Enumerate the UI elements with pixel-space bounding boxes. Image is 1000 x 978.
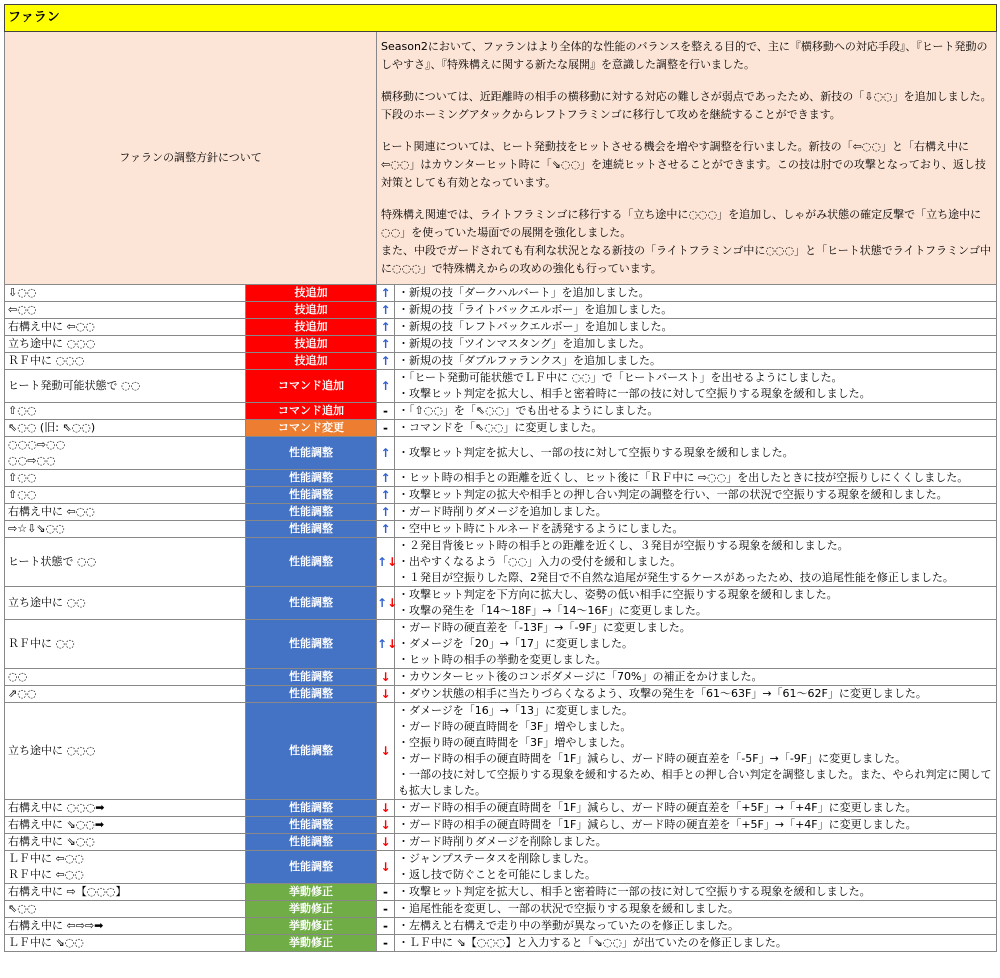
buff-arrow-icon: ↑ — [380, 379, 391, 393]
description-line: ・ダウン状態の相手に当たりづらくなるよう、攻撃の発生を「61～63F」→「61～62F」に変更しました。 — [398, 687, 927, 700]
description-line: ・ヒット時の相手との距離を近くし、ヒット後に「ＲＦ中に ⇨◌◌」を出したときに技が空振りしにくくしました。 — [398, 471, 969, 484]
category-badge: 技追加 — [246, 353, 377, 370]
category-badge: 性能調整 — [246, 817, 377, 834]
description-cell — [395, 353, 997, 370]
command-cell — [5, 686, 246, 703]
nerf-arrow-icon: ↓ — [387, 555, 398, 569]
command-cell — [5, 538, 246, 587]
change-row — [5, 817, 997, 834]
title-row — [5, 5, 997, 32]
change-row — [5, 319, 997, 336]
category-badge: 性能調整 — [246, 669, 377, 686]
command-cell — [5, 620, 246, 669]
command-cell — [5, 403, 246, 420]
description-line: ・ダメージを「20」→「17」に変更しました。 — [398, 637, 633, 650]
command-cell — [5, 370, 246, 403]
description-line: ・空中ヒット時にトルネードを誘発するようにしました。 — [398, 522, 684, 535]
description-cell — [395, 817, 997, 834]
description-cell — [395, 487, 997, 504]
description-cell — [395, 470, 997, 487]
command-text: ヒート状態で ◌◌ — [8, 555, 97, 568]
buff-arrow-icon: ↑ — [380, 488, 391, 502]
command-text: ⇩◌◌ — [8, 286, 37, 299]
direction-cell — [377, 420, 395, 437]
description-cell — [395, 302, 997, 319]
description-line: ・「ヒート発動可能状態でＬＦ中に ◌◌」で「ヒートバースト」を出せるようにしました。 — [398, 371, 843, 384]
command-text: ◌◌ — [8, 670, 28, 683]
direction-cell — [377, 834, 395, 851]
direction-cell — [377, 504, 395, 521]
buff-arrow-icon: ↑ — [380, 471, 391, 485]
direction-cell — [377, 901, 395, 918]
category-badge: 技追加 — [246, 285, 377, 302]
command-text: ＬＦ中に ⇘◌◌ — [8, 936, 84, 949]
command-text: ＬＦ中に ⇦◌◌ — [8, 852, 84, 865]
description-cell — [395, 587, 997, 620]
description-line: ・左構えと右構えで走り中の挙動が異なっていたのを修正しました。 — [398, 919, 739, 932]
character-title: ファラン — [5, 5, 997, 32]
direction-cell — [377, 353, 395, 370]
command-text: ⇖◌◌ — [8, 902, 37, 915]
change-row — [5, 538, 997, 587]
change-row — [5, 403, 997, 420]
direction-cell — [377, 285, 395, 302]
no-change-dash-icon: - — [383, 919, 388, 933]
category-badge: 性能調整 — [246, 834, 377, 851]
command-cell — [5, 437, 246, 470]
description-line: ・ガード時削りダメージを削除しました。 — [398, 835, 607, 848]
command-text: ⇖◌◌ (旧: ⇖◌◌) — [8, 421, 96, 434]
description-line: ・攻撃ヒット判定を拡大し、相手と密着時に一部の技に対して空振りする現象を緩和しました。 — [398, 885, 871, 898]
description-line: ・空振り時の硬直時間を「3F」増やしました。 — [398, 736, 632, 749]
category-badge: 性能調整 — [246, 800, 377, 817]
policy-body — [377, 32, 997, 285]
change-row — [5, 935, 997, 952]
command-text: 立ち途中に ◌◌ — [8, 596, 86, 609]
patch-notes-sheet — [4, 4, 996, 952]
description-line: ・カウンターヒット後のコンボダメージに「70%」の補正をかけました。 — [398, 670, 763, 683]
nerf-arrow-icon: ↓ — [380, 835, 391, 849]
description-line: ・２発目背後ヒット時の相手との距離を近くし、３発目が空振りする現象を緩和しました。 — [398, 539, 849, 552]
direction-cell — [377, 884, 395, 901]
command-cell — [5, 935, 246, 952]
command-cell — [5, 884, 246, 901]
description-cell — [395, 437, 997, 470]
category-badge: 性能調整 — [246, 686, 377, 703]
buff-arrow-icon: ↑ — [380, 446, 391, 460]
description-cell — [395, 851, 997, 884]
category-badge: 性能調整 — [246, 587, 377, 620]
command-cell — [5, 521, 246, 538]
category-badge: 挙動修正 — [246, 884, 377, 901]
change-row — [5, 504, 997, 521]
command-text: ヒート発動可能状態で ◌◌ — [8, 379, 141, 392]
command-text: 右構え中に ⇦⇨⇨➡ — [8, 919, 104, 932]
policy-row — [5, 32, 997, 285]
command-cell — [5, 669, 246, 686]
description-cell — [395, 620, 997, 669]
command-cell — [5, 901, 246, 918]
change-row — [5, 686, 997, 703]
direction-cell — [377, 487, 395, 504]
policy-paragraph: Season2において、ファランはより全体的な性能のバランスを整える目的で、主に『横移動への対応手段』、『ヒート発動のしやすさ』、『特殊構えに関する新たな展開』を意識した調整を行いました。 — [381, 40, 988, 71]
command-cell — [5, 336, 246, 353]
change-row — [5, 703, 997, 800]
buff-arrow-icon: ↑ — [380, 286, 391, 300]
nerf-arrow-icon: ↓ — [380, 801, 391, 815]
policy-paragraph: ヒート関連については、ヒート発動技をヒットさせる機会を増やす調整を行いました。新技の「⇦◌◌」と「右構え中に⇦◌◌」はカウンターヒット時に「⇘◌◌」を連続ヒットさせることができます。この技は肘での攻撃となっており、返し技対策としても有効となっています。 — [381, 140, 986, 189]
description-line: ・一部の技に対して空振りする現象を緩和するため、相手との押し合い判定を調整しました。また、やられ判定に関しても拡大しました。 — [398, 768, 992, 797]
command-text: 立ち途中に ◌◌◌ — [8, 337, 96, 350]
description-cell — [395, 703, 997, 800]
command-cell — [5, 817, 246, 834]
description-line: ・ガード時の相手の硬直時間を「1F」減らし、ガード時の硬直差を「+5F」→「+4F」に変更しました。 — [398, 818, 917, 831]
description-line: ・「⇧◌◌」を「⇖◌◌」でも出せるようにしました。 — [398, 404, 659, 417]
change-row — [5, 620, 997, 669]
description-line: ・攻撃ヒット判定を下方向に拡大し、姿勢の低い相手に空振りする現象を緩和しました。 — [398, 588, 838, 601]
command-cell — [5, 302, 246, 319]
command-cell — [5, 703, 246, 800]
policy-paragraph: 特殊構え関連では、ライトフラミンゴに移行する「立ち途中に◌◌◌」を追加し、しゃがみ状態の確定反撃で「立ち途中に◌◌」を使っていた場面での展開を強化しました。 また、中段でガードされても有利な状況となる新技の「ライトフラミンゴ中に◌◌◌」と「ヒート状態でライトフラミンゴ中に◌◌◌」で特殊構えからの攻めの強化も行っています。 — [381, 208, 992, 275]
nerf-arrow-icon: ↓ — [380, 860, 391, 874]
direction-cell — [377, 686, 395, 703]
command-cell — [5, 470, 246, 487]
command-text: 右構え中に ⇨【◌◌◌】 — [8, 885, 127, 898]
category-badge: 挙動修正 — [246, 918, 377, 935]
buff-arrow-icon: ↑ — [380, 303, 391, 317]
change-row — [5, 285, 997, 302]
command-cell — [5, 504, 246, 521]
command-text: ⇦◌◌ — [8, 303, 37, 316]
nerf-arrow-icon: ↓ — [380, 687, 391, 701]
description-line: ・ガード時の硬直時間を「3F」増やしました。 — [398, 720, 632, 733]
description-cell — [395, 918, 997, 935]
category-badge: 挙動修正 — [246, 901, 377, 918]
direction-cell — [377, 669, 395, 686]
command-text: ⇗◌◌ — [8, 687, 37, 700]
description-cell — [395, 901, 997, 918]
change-row — [5, 470, 997, 487]
description-cell — [395, 935, 997, 952]
change-row — [5, 521, 997, 538]
direction-cell — [377, 437, 395, 470]
description-line: ・ガード時の相手の硬直時間を「1F」減らし、ガード時の硬直差を「+5F」→「+4F」に変更しました。 — [398, 801, 917, 814]
direction-cell — [377, 370, 395, 403]
command-cell — [5, 851, 246, 884]
command-cell — [5, 353, 246, 370]
category-badge: 性能調整 — [246, 703, 377, 800]
description-cell — [395, 800, 997, 817]
command-text: 右構え中に ⇦◌◌ — [8, 320, 95, 333]
direction-cell — [377, 302, 395, 319]
category-badge: 性能調整 — [246, 538, 377, 587]
direction-cell — [377, 817, 395, 834]
command-text: ⇧◌◌ — [8, 471, 37, 484]
description-cell — [395, 420, 997, 437]
nerf-arrow-icon: ↓ — [380, 818, 391, 832]
direction-cell — [377, 538, 398, 587]
description-line: ・ジャンプステータスを削除しました。 — [398, 852, 596, 865]
description-cell — [395, 538, 997, 587]
description-cell — [395, 403, 997, 420]
description-cell — [395, 370, 997, 403]
description-cell — [395, 285, 997, 302]
description-line: ・ＬＦ中に ⇘【◌◌◌】と入力すると「⇘◌◌」が出ていたのを修正しました。 — [398, 936, 787, 949]
category-badge: 技追加 — [246, 319, 377, 336]
description-line: ・ガード時削りダメージを追加しました。 — [398, 505, 607, 518]
description-line: ・ヒット時の相手の挙動を変更しました。 — [398, 653, 607, 666]
category-badge: 性能調整 — [246, 487, 377, 504]
buff-arrow-icon: ↑ — [380, 505, 391, 519]
direction-cell — [377, 403, 395, 420]
change-row — [5, 336, 997, 353]
description-cell — [395, 884, 997, 901]
no-change-dash-icon: - — [383, 404, 388, 418]
category-badge: 性能調整 — [246, 620, 377, 669]
command-text: 右構え中に ◌◌◌➡ — [8, 801, 105, 814]
description-line: ・ガード時の硬直差を「-13F」→「-9F」に変更しました。 — [398, 621, 691, 634]
description-line: ・攻撃の発生を「14～18F」→「14～16F」に変更しました。 — [398, 604, 707, 617]
command-text: 立ち途中に ◌◌◌ — [8, 744, 96, 757]
policy-paragraph: 横移動については、近距離時の相手の横移動に対する対応の難しさが弱点であったため、新技の「⇩◌◌」を追加しました。下段のホーミングアタックからレフトフラミンゴに移行して攻めを継続することができます。 — [381, 90, 992, 121]
change-row — [5, 370, 997, 403]
change-row — [5, 901, 997, 918]
buff-arrow-icon: ↑ — [377, 555, 388, 569]
change-row — [5, 353, 997, 370]
category-badge: コマンド追加 — [246, 370, 377, 403]
description-line: ・新規の技「ダブルファランクス」を追加しました。 — [398, 354, 662, 367]
direction-cell — [377, 800, 395, 817]
category-badge: 性能調整 — [246, 504, 377, 521]
description-cell — [395, 336, 997, 353]
category-badge: 技追加 — [246, 302, 377, 319]
command-text: 右構え中に ⇘◌◌➡ — [8, 818, 105, 831]
policy-label: ファランの調整方針について — [5, 32, 377, 285]
command-text: 右構え中に ⇦◌◌ — [8, 505, 95, 518]
command-cell — [5, 918, 246, 935]
description-line: ・コマンドを「⇖◌◌」に変更しました。 — [398, 421, 603, 434]
category-badge: 技追加 — [246, 336, 377, 353]
direction-cell — [377, 470, 395, 487]
description-cell — [395, 319, 997, 336]
no-change-dash-icon: - — [383, 902, 388, 916]
direction-cell — [377, 851, 395, 884]
category-badge: 挙動修正 — [246, 935, 377, 952]
change-row — [5, 587, 997, 620]
change-row — [5, 487, 997, 504]
command-cell — [5, 319, 246, 336]
change-row — [5, 834, 997, 851]
command-cell — [5, 587, 246, 620]
command-text: ＲＦ中に ◌◌ — [8, 637, 75, 650]
command-cell — [5, 800, 246, 817]
description-cell — [395, 834, 997, 851]
direction-cell — [377, 935, 395, 952]
direction-cell — [377, 336, 395, 353]
command-text: ⇧◌◌ — [8, 404, 37, 417]
command-text: ⇧◌◌ — [8, 488, 37, 501]
category-badge: コマンド追加 — [246, 403, 377, 420]
description-cell — [395, 669, 997, 686]
direction-cell — [377, 319, 395, 336]
no-change-dash-icon: - — [383, 936, 388, 950]
change-row — [5, 420, 997, 437]
command-cell — [5, 834, 246, 851]
description-line: ・追尾性能を変更し、一部の状況で空振りする現象を緩和しました。 — [398, 902, 739, 915]
category-badge: コマンド変更 — [246, 420, 377, 437]
command-text: ◌◌⇨◌◌ — [8, 454, 56, 467]
nerf-arrow-icon: ↓ — [387, 596, 398, 610]
no-change-dash-icon: - — [383, 885, 388, 899]
buff-arrow-icon: ↑ — [380, 337, 391, 351]
command-text: ⇨☆⇩⇘◌◌ — [8, 522, 65, 535]
description-cell — [395, 686, 997, 703]
change-row — [5, 800, 997, 817]
direction-cell — [377, 918, 395, 935]
direction-cell — [377, 587, 398, 620]
command-text: ＲＦ中に ⇦◌◌ — [8, 868, 84, 881]
command-cell — [5, 420, 246, 437]
buff-arrow-icon: ↑ — [380, 354, 391, 368]
direction-cell — [377, 620, 398, 669]
description-cell — [395, 521, 997, 538]
description-line: ・出やすくなるよう「◌◌」入力の受付を緩和しました。 — [398, 555, 682, 568]
change-row — [5, 851, 997, 884]
description-line: ・ガード時の相手の硬直時間を「1F」減らし、ガード時の硬直差を「-5F」→「-9F」に変更しました。 — [398, 752, 907, 765]
description-line: ・攻撃ヒット判定を拡大し、一部の技に対して空振りする現象を緩和しました。 — [398, 446, 794, 459]
command-text: 右構え中に ⇘◌◌ — [8, 835, 95, 848]
category-badge: 性能調整 — [246, 521, 377, 538]
category-badge: 性能調整 — [246, 470, 377, 487]
category-badge: 性能調整 — [246, 437, 377, 470]
change-row — [5, 884, 997, 901]
direction-cell — [377, 521, 395, 538]
command-cell — [5, 487, 246, 504]
description-line: ・攻撃ヒット判定の拡大や相手との押し合い判定の調整を行い、一部の状況で空振りする現象を緩和しました。 — [398, 488, 948, 501]
nerf-arrow-icon: ↓ — [380, 670, 391, 684]
change-row — [5, 302, 997, 319]
description-line: ・新規の技「レフトバックエルボー」を追加しました。 — [398, 320, 673, 333]
command-text: ◌◌◌⇨◌◌ — [8, 438, 66, 451]
nerf-arrow-icon: ↓ — [387, 637, 398, 651]
buff-arrow-icon: ↑ — [380, 522, 391, 536]
buff-arrow-icon: ↑ — [377, 596, 388, 610]
description-line: ・新規の技「ダークハルバート」を追加しました。 — [398, 286, 650, 299]
description-line: ・新規の技「ライトバックエルボー」を追加しました。 — [398, 303, 673, 316]
direction-cell — [377, 703, 395, 800]
change-row — [5, 669, 997, 686]
buff-arrow-icon: ↑ — [377, 637, 388, 651]
description-line: ・攻撃ヒット判定を拡大し、相手と密着時に一部の技に対して空振りする現象を緩和しました。 — [398, 387, 871, 400]
change-row — [5, 918, 997, 935]
command-cell — [5, 285, 246, 302]
category-badge: 性能調整 — [246, 851, 377, 884]
description-line: ・ダメージを「16」→「13」に変更しました。 — [398, 704, 633, 717]
description-line: ・新規の技「ツインマスタング」を追加しました。 — [398, 337, 651, 350]
change-row — [5, 437, 997, 470]
buff-arrow-icon: ↑ — [380, 320, 391, 334]
nerf-arrow-icon: ↓ — [380, 744, 391, 758]
description-line: ・１発目が空振りした際、2発目で不自然な追尾が発生するケースがあったため、技の追尾性能を修正しました。 — [398, 571, 954, 584]
command-text: ＲＦ中に ◌◌◌ — [8, 354, 85, 367]
no-change-dash-icon: - — [383, 421, 388, 435]
patch-notes-table — [4, 4, 997, 952]
description-cell — [395, 504, 997, 521]
description-line: ・返し技で防ぐことを可能にしました。 — [398, 868, 596, 881]
